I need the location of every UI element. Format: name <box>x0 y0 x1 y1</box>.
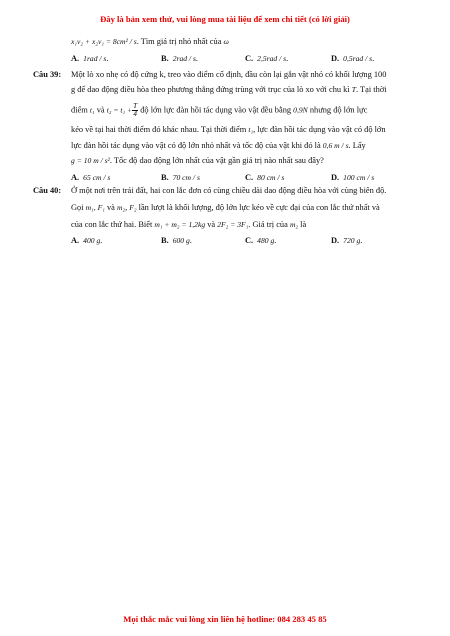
q40-option-a: A. 400 g. <box>71 236 103 245</box>
q38-condition <box>71 37 229 47</box>
q39-t1: t₁ <box>89 105 95 115</box>
q40-line1: Ở một nơi trên trái đất, hai con lắc đơn có cùng chiều dài dao động điều hòa với cùng biên độ. <box>71 186 387 195</box>
q38-option-b: B. 2rad / s. <box>161 54 198 63</box>
q38-option-a: A. 1rad / s. <box>71 54 109 63</box>
q39-line3: điểm t₁ và t₂ = t₁ + $\frac{T}{4}$ độ lớn lực đàn hồi tác dụng vào vật đều bằng 0,9N nhưng độ lớn lực <box>71 102 368 118</box>
q39-label: Câu 39: <box>33 70 62 79</box>
q40-option-b: B. 600 g. <box>161 236 192 245</box>
q39-gravity: g = 10 m / s² <box>71 156 110 165</box>
header-banner: Đây là bản xem thử, vui lòng mua tài liệu để xem chi tiết (có lời giải) <box>100 14 350 24</box>
q38-omega: ω <box>223 37 229 46</box>
q39-option-b: B. 70 cm / s <box>161 173 200 182</box>
q39-speed: 0,6 m / s <box>322 141 349 150</box>
q38-option-c: C. 2,5rad / s. <box>245 54 289 63</box>
q38-formula: x₁v₂ + x₂v₁ = 8cm² / s <box>71 37 137 46</box>
q40-label: Câu 40: <box>33 186 62 195</box>
q38-text: . Tìm giá trị nhỏ nhất của <box>136 37 222 46</box>
q39-period: T <box>351 85 357 94</box>
q39-line2: g để dao động điều hòa theo phương thẳng đứng trùng với trục của lò xo với chu kì T. Tại thời <box>71 85 387 94</box>
q39-option-a: A. 65 cm / s <box>71 173 111 182</box>
q40-option-d: D. 720 g. <box>331 236 363 245</box>
q40-line2: Gọi m₁, F₁ và m₂, F₂ lần lượt là khối lượng, độ lớn lực kéo về cực đại của con lắc thứ nhất và <box>71 203 380 212</box>
q39-line5: lực đàn hồi tác dụng vào vật có độ lớn nhỏ nhất và tốc độ của vật khi đó là 0,6 m / s. Lấy <box>71 141 366 150</box>
q40-line3: của con lắc thứ hai. Biết m₁ + m₂ = 1,2kg và 2F₂ = 3F₁. Giá trị của m₂ là <box>71 220 307 229</box>
q39-line6: g = 10 m / s². Tốc độ dao động lớn nhất của vật gần giá trị nào nhất sau đây? <box>71 156 324 165</box>
q40-option-c: C. 480 g. <box>245 236 277 245</box>
q39-force: 0,9N <box>293 105 308 115</box>
q39-option-c: C. 80 cm / s <box>245 173 285 182</box>
q39-option-d: D. 100 cm / s <box>331 173 375 182</box>
q40-force-relation: 2F₂ = 3F₁ <box>217 220 249 229</box>
q38-option-d: D. 0,5rad / s. <box>331 54 375 63</box>
q39-t2: t₂ = t₁ + <box>106 105 133 115</box>
q39-fraction: $\frac{T}{4}$ <box>133 102 138 118</box>
q39-line1: Một lò xo nhẹ có độ cứng k, treo vào điểm cố định, đầu còn lại gắn vật nhỏ có khối lượng 100 <box>71 70 387 79</box>
q40-mass-sum: m₁ + m₂ = 1,2kg <box>154 220 206 229</box>
footer-banner: Mọi thắc mắc vui lòng xin liên hệ hotline: 084 283 45 85 <box>123 614 327 624</box>
q39-line4: kéo về tại hai thời điểm đó khác nhau. Tại thời điểm t₁, lực đàn hồi tác dụng vào vật có độ lớn <box>71 125 386 134</box>
